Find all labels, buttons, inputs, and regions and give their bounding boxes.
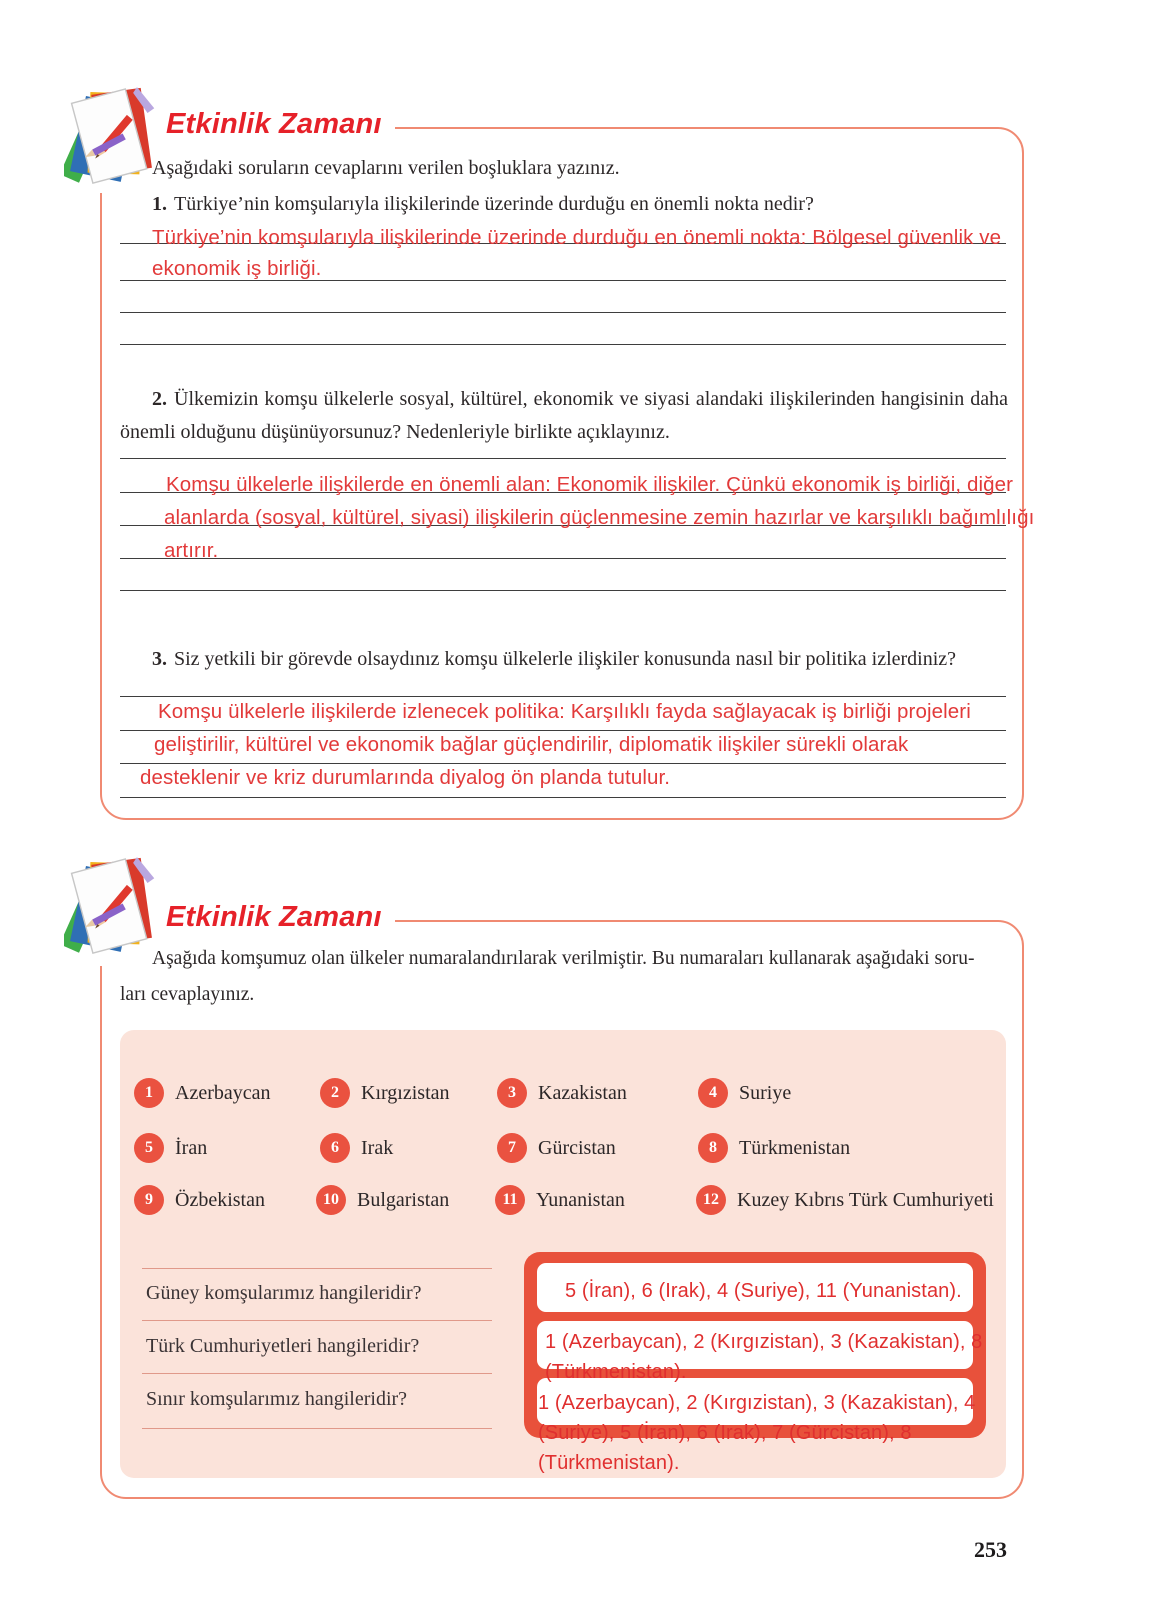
- number-badge: 11: [495, 1185, 525, 1215]
- question-2-number: 2.: [152, 388, 167, 410]
- question-divider: [142, 1428, 492, 1429]
- country-name: Kuzey Kıbrıs Türk Cumhuriyeti: [737, 1188, 994, 1211]
- number-badge: 1: [134, 1078, 164, 1108]
- answer-line: [120, 696, 1006, 697]
- country-name: Kazakistan: [538, 1081, 627, 1104]
- bottom-answer-2: 1 (Azerbaycan), 2 (Kırgızistan), 3 (Kazakistan), 8 (Türkmenistan).: [545, 1331, 983, 1383]
- country-item: [497, 1133, 616, 1163]
- country-name: Özbekistan: [175, 1188, 265, 1211]
- bottom-question-3: Sınır komşularımız hangileridir?: [146, 1388, 408, 1410]
- number-badge: 9: [134, 1185, 164, 1215]
- country-name: Yunanistan: [536, 1188, 625, 1211]
- answer-line: [120, 797, 1006, 798]
- country-name: Azerbaycan: [175, 1081, 271, 1104]
- bottom-answer-3: 1 (Azerbaycan), 2 (Kırgızistan), 3 (Kazakistan), 4 (Suriye), 5 (İran), 6 (Irak), 7 (Gürcistan), 8 (Türkmenistan).: [538, 1392, 976, 1474]
- notebooks-pencils-icon: [64, 850, 160, 966]
- page-number: 253: [974, 1537, 1007, 1562]
- answer-line: [120, 763, 1006, 764]
- answer-2-text: Komşu ülkelerle ilişkilerde en önemli alan: Ekonomik ilişkiler. Çünkü ekonomik iş birliği, diğer: [166, 473, 1014, 496]
- bottom-answer-1: 5 (İran), 6 (Irak), 4 (Suriye), 11 (Yunanistan).: [565, 1280, 962, 1302]
- country-item: [134, 1185, 265, 1215]
- answer-line: [120, 458, 1006, 459]
- answer-1-text: Türkiye’nin komşularıyla ilişkilerinde üzerinde durduğu en önemli nokta: Bölgesel güvenlik ve: [152, 226, 1002, 249]
- section2-instruction: ları cevaplayınız.: [120, 984, 255, 1005]
- number-badge: 4: [698, 1078, 728, 1108]
- number-badge: 5: [134, 1133, 164, 1163]
- country-item: [134, 1078, 271, 1108]
- country-name: Türkmenistan: [739, 1136, 851, 1159]
- country-name: Bulgaristan: [357, 1188, 450, 1211]
- question-1-text: Türkiye’nin komşularıyla ilişkilerinde üzerinde durduğu en önemli nokta nedir?: [174, 193, 814, 215]
- question-1: [152, 193, 814, 216]
- number-badge: 10: [316, 1185, 346, 1215]
- answer-line: [120, 558, 1006, 559]
- country-item: [696, 1185, 994, 1215]
- country-name: Irak: [361, 1136, 394, 1159]
- question-3-text: Siz yetkili bir görevde olsaydınız komşu ülkelerle ilişkiler konusunda nasıl bir politika izlerdiniz?: [174, 648, 957, 670]
- answer-line: [120, 590, 1006, 591]
- question-3-number: 3.: [152, 648, 167, 670]
- answer-line: [120, 344, 1006, 345]
- bottom-question-2: Türk Cumhuriyetleri hangileridir?: [146, 1335, 420, 1357]
- country-item: [320, 1078, 450, 1108]
- section1-instruction: Aşağıdaki soruların cevaplarını verilen boşluklara yazınız.: [152, 157, 620, 179]
- country-item: [698, 1133, 850, 1163]
- country-name: Kırgızistan: [361, 1081, 450, 1104]
- bottom-question-1: Güney komşularımız hangileridir?: [146, 1282, 422, 1304]
- question-divider: [142, 1320, 492, 1321]
- answer-2-text: artırır.: [164, 539, 219, 562]
- number-badge: 7: [497, 1133, 527, 1163]
- answer-line: [120, 730, 1006, 731]
- answer-1-text: ekonomik iş birliği.: [152, 257, 322, 280]
- question-divider: [142, 1268, 492, 1269]
- country-item: [316, 1185, 449, 1215]
- answer-line: [120, 312, 1006, 313]
- number-badge: 6: [320, 1133, 350, 1163]
- answer-2-text: alanlarda (sosyal, kültürel, siyasi) ilişkilerin güçlenmesine zemin hazırlar ve karşılıklı bağımlılığı: [164, 506, 1035, 529]
- answer-3-text: geliştirilir, kültürel ve ekonomik bağlar güçlendirilir, diplomatik ilişkiler sürekli olarak: [154, 733, 909, 756]
- activity-title-2: Etkinlik Zamanı: [166, 901, 382, 933]
- number-badge: 2: [320, 1078, 350, 1108]
- country-item: [495, 1185, 625, 1215]
- country-item: [320, 1133, 393, 1163]
- country-name: Suriye: [739, 1081, 792, 1104]
- number-badge: 12: [696, 1185, 726, 1215]
- country-item: [134, 1133, 207, 1163]
- activity-title-1: Etkinlik Zamanı: [166, 108, 382, 140]
- number-badge: 3: [497, 1078, 527, 1108]
- country-name: İran: [175, 1136, 208, 1159]
- notebooks-pencils-icon: [64, 80, 160, 196]
- question-divider: [142, 1373, 492, 1374]
- section2-instruction: Aşağıda komşumuz olan ülkeler numaralandırılarak verilmiştir. Bu numaraları kullanarak aşağıdaki soru-: [152, 948, 975, 969]
- question-2-text: Ülkemizin komşu ülkelerle sosyal, kültürel, ekonomik ve siyasi alandaki ilişkilerinden hangisinin daha önemli olduğunu düşünüyorsunuz? Nedenleriyle birlikte açıklayınız.: [120, 388, 1008, 443]
- question-1-number: 1.: [152, 193, 167, 215]
- question-2: [120, 383, 1008, 449]
- number-badge: 8: [698, 1133, 728, 1163]
- country-item: [497, 1078, 627, 1108]
- country-name: Gürcistan: [538, 1136, 616, 1159]
- question-3: [152, 648, 956, 671]
- answer-3-text: Komşu ülkelerle ilişkilerde izlenecek politika: Karşılıklı fayda sağlayacak iş birliği projeleri: [158, 700, 971, 723]
- country-item: [698, 1078, 791, 1108]
- answer-3-text: desteklenir ve kriz durumlarında diyalog ön planda tutulur.: [140, 766, 671, 789]
